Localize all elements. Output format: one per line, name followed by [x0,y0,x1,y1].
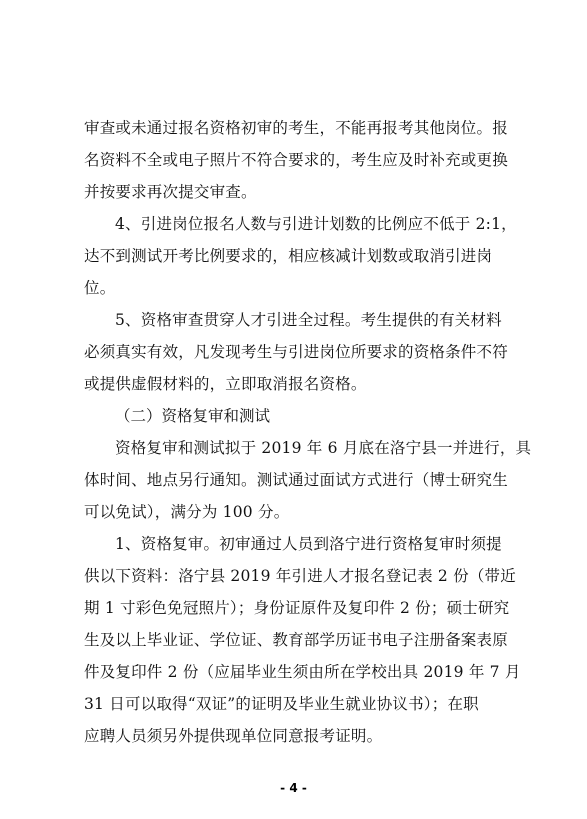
paragraph-materials-list [84,528,521,752]
text-line: 31 日可以取得“双证”的证明及毕业生就业协议书）；在职 [84,695,479,713]
text-line: 审查或未通过报名资格初审的考生，不能再报考其他岗位。报 [84,119,508,137]
text-line: 可以免试），满分为 100 分。 [84,503,290,521]
text-line: 期 1 寸彩色免冠照片）；身份证原件及复印件 2 份；硕士研究 [84,599,510,617]
text-line: 资格复审和测试拟于 2019 年 6 月底在洛宁县一并进行，具 [115,439,532,457]
text-line: 1、资格复审。初审通过人员到洛宁进行资格复审时须提 [115,535,502,553]
text-line: 并按要求再次提交审查。 [84,183,257,201]
text-line: 应聘人员须另外提供现单位同意报考证明。 [84,727,383,745]
paragraph-item-4 [84,208,517,304]
text-line: 5、资格审查贯穿人才引进全过程。考生提供的有关材料 [115,311,502,329]
text-line: 生及以上毕业证、学位证、教育部学历证书电子注册备案表原 [84,631,508,649]
text-line: 件及复印件 2 份（应届毕业生须由所在学校出具 2019 年 7 月 [84,663,521,681]
text-line: 名资料不全或电子照片不符合要求的，考生应及时补充或更换 [84,151,508,169]
text-line: 供以下资料：洛宁县 2019 年引进人才报名登记表 2 份（带近 [84,567,516,585]
text-line: 位。 [84,279,116,297]
section-heading: （二）资格复审和测试 [115,407,271,425]
paragraph-review-continuation [84,112,508,208]
text-line: 必须真实有效，凡发现考生与引进岗位所要求的资格条件不符 [84,343,508,361]
text-line: 或提供虚假材料的，立即取消报名资格。 [84,375,367,393]
text-line: 体时间、地点另行通知。测试通过面试方式进行（博士研究生 [84,471,508,489]
paragraph-item-5 [84,304,508,400]
text-line: 达不到测试开考比例要求的，相应核减计划数或取消引进岗 [84,247,493,265]
page-number: - 4 - [280,781,307,795]
paragraph-retest-schedule [84,432,532,528]
text-line: 4、引进岗位报名人数与引进计划数的比例应不低于 2:1， [115,215,517,233]
document-body [84,112,532,752]
